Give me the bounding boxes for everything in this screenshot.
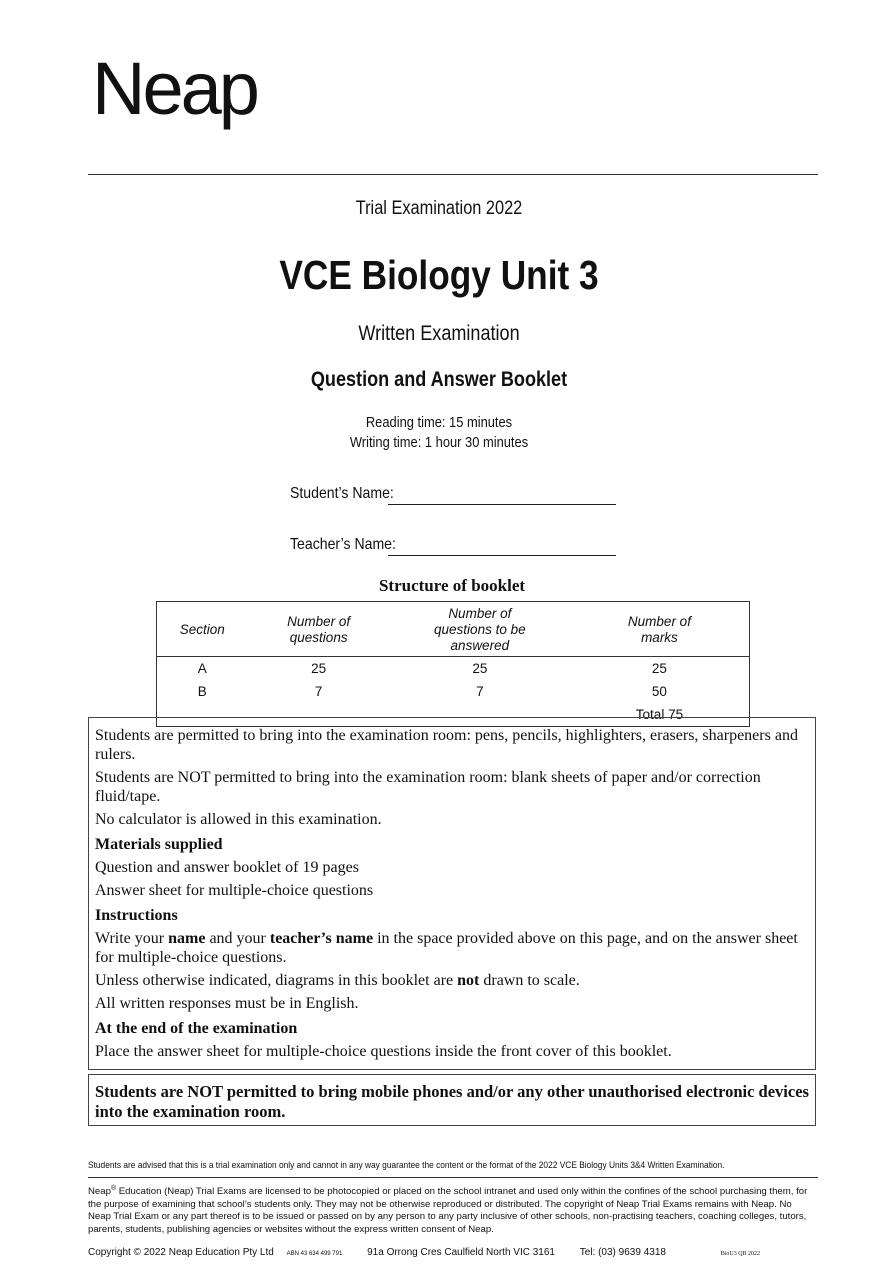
end-text: Place the answer sheet for multiple-choice questions inside the front cover of this booklet. <box>95 1043 672 1060</box>
instruction-names: Write your name and your teacher’s name in the space provided above on this page, and on the answer sheet for multiple-choice questions. <box>95 930 798 966</box>
structure-title: Structure of booklet <box>378 576 526 595</box>
teacher-name-line[interactable] <box>388 555 616 556</box>
student-name-label: Student’s Name: <box>290 485 394 502</box>
cell-marks: 50 <box>651 684 667 699</box>
materials-heading: Materials supplied <box>95 836 223 853</box>
cell-answered: 7 <box>476 684 484 699</box>
cell-questions: 7 <box>314 684 323 699</box>
col-header-questions: Number of questions <box>248 602 390 657</box>
advised-note: Students are advised that this is a trial examination only and cannot in any way guarantee the content or the format of the 2022 VCE Biology Units 3&4 Written Examination. <box>88 1160 725 1171</box>
instructions-box <box>88 717 816 1070</box>
header-divider <box>88 174 818 175</box>
table-row <box>157 680 750 703</box>
booklet-code: BioU3 QB 2022 <box>720 1251 761 1257</box>
permitted-text: Students are permitted to bring into the examination room: pens, pencils, highlighters, erasers, sharpeners and rulers. <box>95 727 798 763</box>
writing-time: Writing time: 1 hour 30 minutes <box>349 434 529 451</box>
page-title: VCE Biology Unit 3 <box>279 252 599 298</box>
cell-questions: 25 <box>311 661 327 676</box>
instruction-english: All written responses must be in English. <box>95 995 359 1012</box>
materials-item: Question and answer booklet of 19 pages <box>95 859 359 876</box>
col-header-section: Section <box>157 602 248 657</box>
student-name-field[interactable] <box>290 485 408 503</box>
neap-logo: Neap <box>92 47 257 130</box>
cell-section: A <box>197 661 207 676</box>
warning-box: Students are NOT permitted to bring mobile phones and/or any other unauthorised electronic devices into the examination room. <box>88 1074 816 1126</box>
not-permitted-text: Students are NOT permitted to bring into the examination room: blank sheets of paper and/or correction fluid/tape. <box>95 769 761 805</box>
footer-bar <box>88 1247 818 1258</box>
col-header-marks: Number of marks <box>570 602 750 657</box>
instruction-diagrams: Unless otherwise indicated, diagrams in this booklet are not drawn to scale. <box>95 972 580 989</box>
cell-total: Total 75 <box>635 707 684 722</box>
booklet-type: Question and Answer Booklet <box>310 368 568 391</box>
teacher-name-field[interactable] <box>290 536 410 554</box>
telephone: Tel: (03) 9639 4318 <box>579 1247 666 1258</box>
teacher-name-label: Teacher’s Name: <box>290 536 396 553</box>
footer-divider <box>88 1177 818 1178</box>
abn: ABN 43 634 499 791 <box>286 1251 343 1257</box>
structure-header-row <box>157 602 750 657</box>
legal-notice: Neap® Education (Neap) Trial Exams are licensed to be photocopied or placed on the school intranet and used only within the confines of the school purchasing them, for the purpose of examining that school’s students only. They may not be otherwise reproduced or distributed. The copyright of Neap Trial Exams remains with Neap. No Neap Trial Exam or any part thereof is to be issued or passed on by any person to any party inclusive of other schools, non-practising teachers, coaching colleges, tutors, parents, students, publishing agencies or websites without the express written consent of Neap. <box>88 1185 808 1235</box>
end-heading: At the end of the examination <box>95 1020 298 1037</box>
cell-marks: 25 <box>651 661 667 676</box>
no-calculator-text: No calculator is allowed in this examination. <box>95 811 382 828</box>
student-name-line[interactable] <box>388 504 616 505</box>
instructions-heading: Instructions <box>95 907 178 924</box>
table-row <box>157 657 750 681</box>
address: 91a Orrong Cres Caulfield North VIC 3161 <box>367 1247 555 1258</box>
structure-table <box>156 601 750 727</box>
trial-label: Trial Examination 2022 <box>355 198 523 219</box>
copyright: Copyright © 2022 Neap Education Pty Ltd <box>88 1247 274 1258</box>
cell-section: B <box>197 684 207 699</box>
materials-item: Answer sheet for multiple-choice questions <box>95 882 374 899</box>
reading-time: Reading time: 15 minutes <box>365 414 513 431</box>
exam-type: Written Examination <box>358 322 520 345</box>
col-header-answered: Number of questions to be answered <box>390 602 570 657</box>
cell-answered: 25 <box>472 661 488 676</box>
